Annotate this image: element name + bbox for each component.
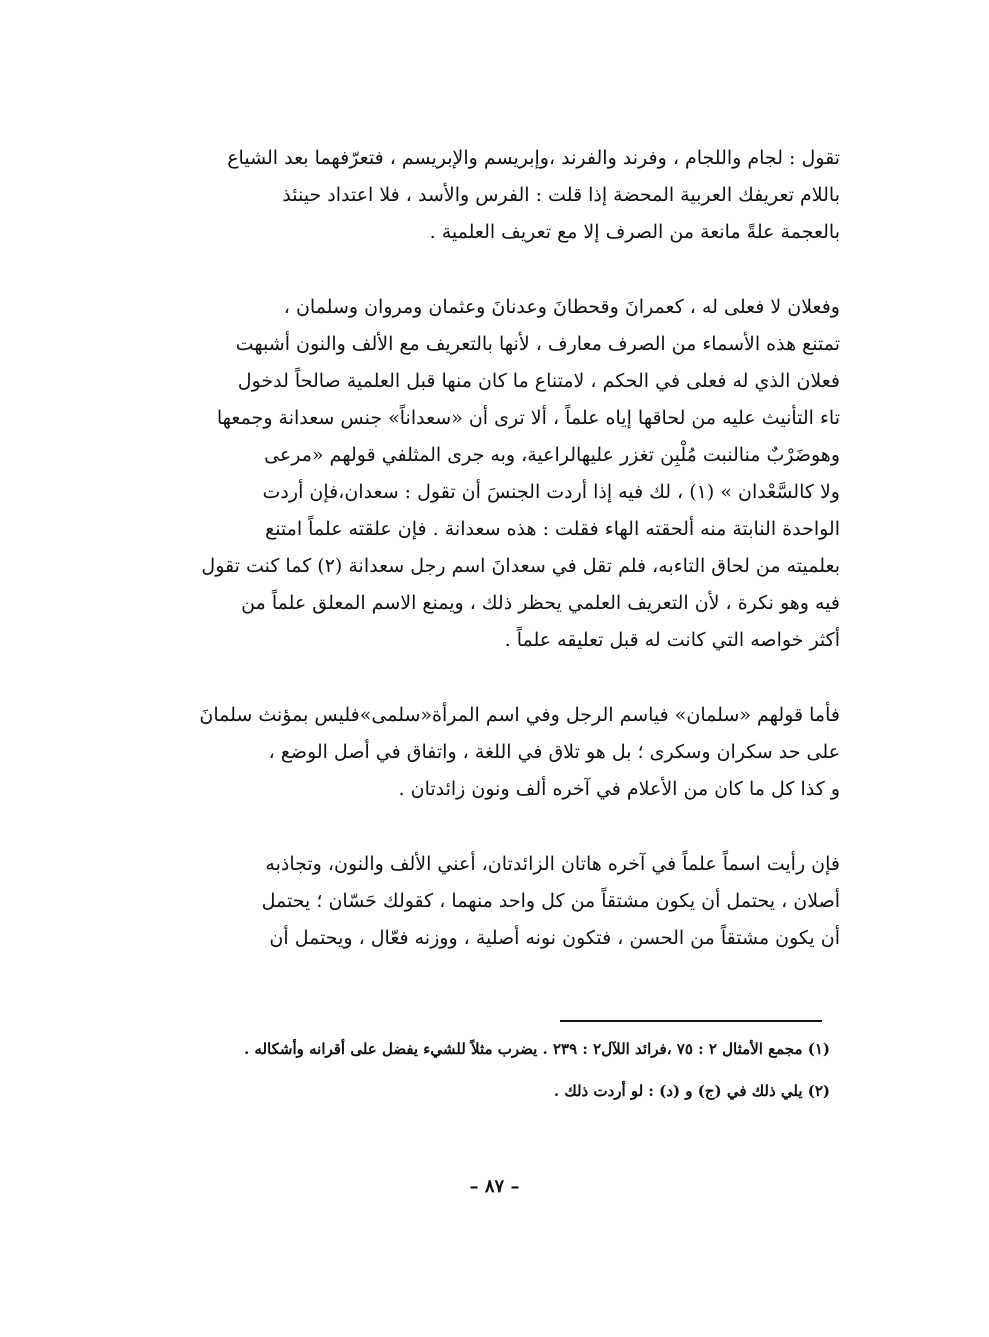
footnote-2: (٢) يلي ذلك في (ج) و (د) : لو أردت ذلك . — [553, 1082, 830, 1100]
text-line: و كذا كل ما كان من الأعلام في آخره ألف ونون زائدتان . — [398, 778, 840, 800]
text-line: تاء التأنيث عليه من لحاقها إياه علماً ، ألا ترى أن «سعداناً» جنس سعدانة وجمعها — [216, 407, 840, 429]
text-line: وهوضَرْبٌ منالنبت مُلْبِن تغزر عليهالراعية، وبه جرى المثلفي قولهم «مرعى — [264, 444, 840, 466]
page-number: – ٨٧ – — [469, 1176, 520, 1197]
text-line: تمتنع هذه الأسماء من الصرف معارف ، لأنها بالتعريف مع الألف والنون أشبهت — [235, 333, 840, 355]
text-line: ولا كالسَّعْدان » (١) ، لك فيه إذا أردت الجنسَ أن تقول : سعدان،فإن أردت — [262, 481, 840, 503]
paragraph-1 — [140, 140, 840, 251]
paragraph-2 — [140, 289, 840, 659]
text-line: باللام تعريفك العربية المحضة إذا قلت : الفرس والأسد ، فلا اعتداد حينئذ — [282, 184, 840, 206]
text-line: بعلميته من لحاق التاءبه، فلم تقل في سعدانَ اسم رجل سعدانة (٢) كما كنت تقول — [201, 555, 840, 577]
text-line: فعلان الذي له فعلى في الحكم ، لامتناع ما كان منها قبل العلمية صالحاً لدخول — [237, 370, 840, 392]
text-line: على حد سكران وسكرى ؛ بل هو تلاق في اللغة ، واتفاق في أصل الوضع ، — [268, 741, 840, 763]
text-line: أصلان ، يحتمل أن يكون مشتقاً من كل واحد منهما ، كقولك حَسّان ؛ يحتمل — [261, 890, 840, 912]
text-line: تقول : لجام واللجام ، وفرند والفرند ،وإبريسم والإبريسم ، فتعرّفهما بعد الشياع — [227, 147, 840, 169]
text-line: فأما قولهم «سلمان» فياسم الرجل وفي اسم المرأة«سلمى»فليس بمؤنث سلمانَ — [199, 704, 840, 726]
text-line: أكثر خواصه التي كانت له قبل تعليقه علماً . — [504, 629, 840, 651]
text-line: بالعجمة علةً مانعة من الصرف إلا مع تعريف العلمية . — [429, 221, 840, 243]
footnote-divider — [560, 1020, 822, 1022]
body-text — [140, 140, 840, 995]
paragraph-4 — [140, 846, 840, 957]
footnote-1: (١) مجمع الأمثال ٢ : ٧٥ ،فرائد اللآل٢ : ٢٣٩ . يضرب مثلاً للشيء يفضل على أقرانه وأشكاله . — [243, 1040, 830, 1058]
text-line: أن يكون مشتقاً من الحسن ، فتكون نونه أصلية ، ووزنه فعّال ، ويحتمل أن — [269, 927, 840, 949]
text-line: فيه وهو نكرة ، لأن التعريف العلمي يحظر ذلك ، ويمنع الاسم المعلق علماً من — [241, 592, 840, 614]
text-line: الواحدة النابتة منه ألحقته الهاء فقلت : هذه سعدانة . فإن علقته علماً امتنع — [265, 518, 840, 540]
paragraph-3 — [140, 697, 840, 808]
text-line: وفعلان لا فعلى له ، كعمرانَ وقحطانَ وعدنانَ وعثمان ومروان وسلمان ، — [283, 296, 840, 318]
text-line: فإن رأيت اسماً علماً في آخره هاتان الزائدتان، أعني الألف والنون، وتجاذبه — [265, 853, 840, 875]
footnotes — [140, 1035, 830, 1119]
